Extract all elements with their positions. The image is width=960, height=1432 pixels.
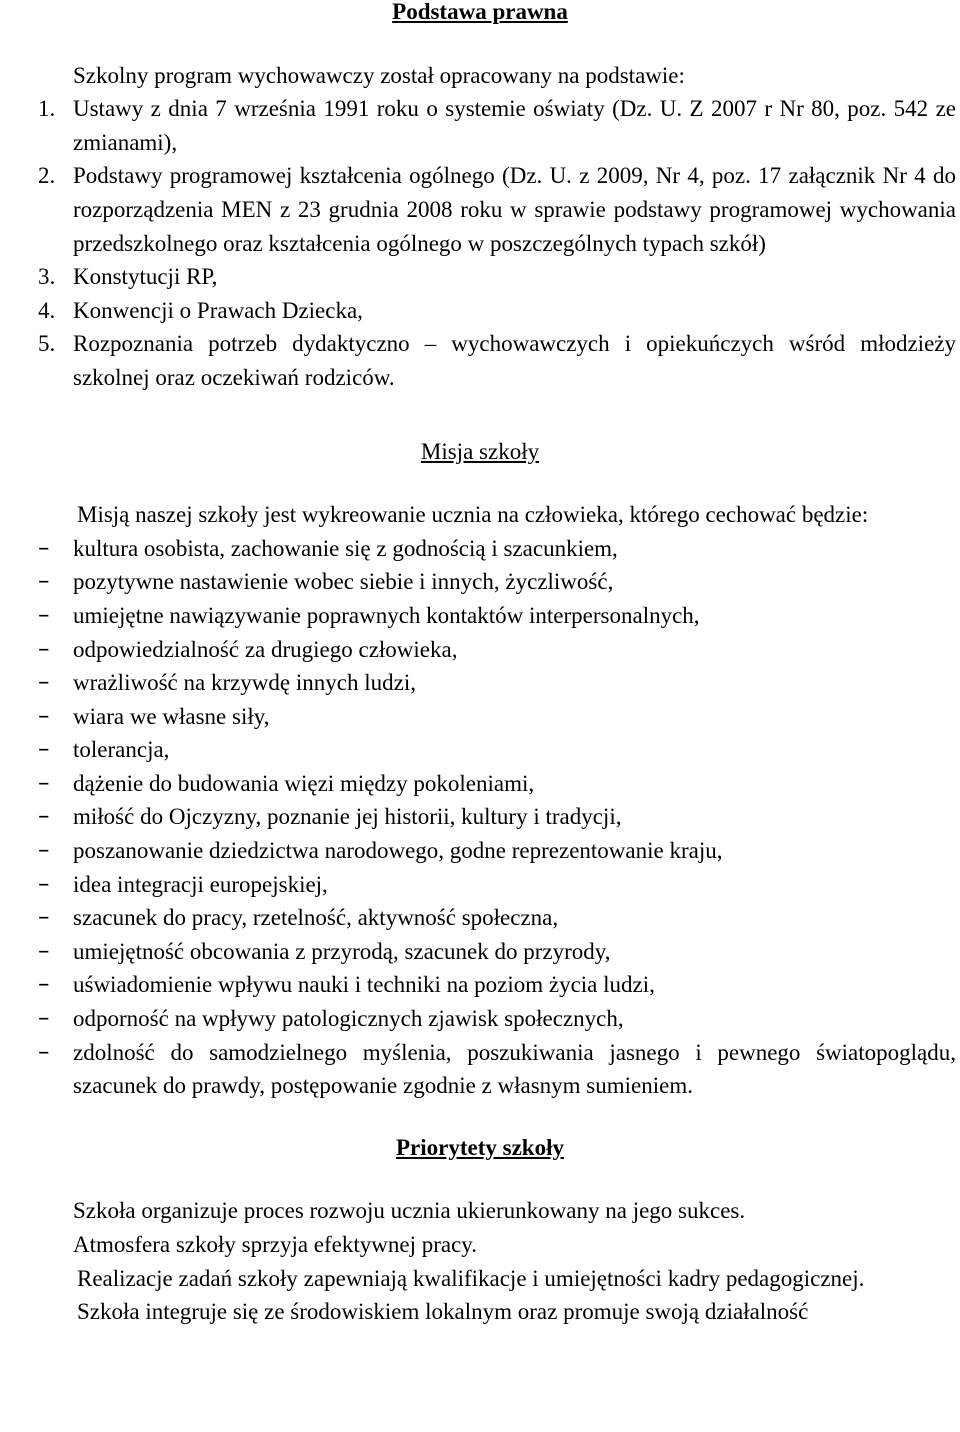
dash-bullet: – [38,837,50,864]
misja-list [0,532,960,1103]
list-item [0,733,960,767]
list-number: 4. [38,297,56,323]
list-item [0,565,960,599]
list-item-text: wiara we własne siły, [73,703,270,729]
dash-bullet: – [38,601,50,628]
podstawa-list [0,92,960,394]
dash-bullet: – [38,1005,50,1032]
heading-podstawa-prawna: Podstawa prawna [392,0,568,24]
list-item [0,159,960,260]
list-number: 1. [38,96,56,122]
list-item [0,532,960,566]
list-item [0,968,960,1002]
dash-bullet: – [38,1038,50,1065]
list-item-text: kultura osobista, zachowanie się z godnością i szacunkiem, [73,535,618,561]
list-item [0,92,960,159]
list-item-text: Podstawy programowej kształcenia ogólnego (Dz. U. z 2009, Nr 4, poz. 17 załącznik Nr 4 do rozporządzenia MEN z 23 grudnia 2008 roku w sprawie podstawy programowej wychowania przedszkolnego oraz kształcenia ogólnego w poszczególnych typach szkół) [73,163,956,256]
list-number: 3. [38,264,56,290]
list-item-text: umiejętne nawiązywanie poprawnych kontaktów interpersonalnych, [73,602,700,628]
list-item [0,935,960,969]
dash-bullet: – [38,971,50,998]
list-item-text: poszanowanie dziedzictwa narodowego, godne reprezentowanie kraju, [73,838,723,864]
list-item [0,599,960,633]
priorytety-paragraph: Szkoła organizuje proces rozwoju ucznia ukierunkowany na jego sukces. [73,1198,746,1224]
dash-bullet: – [38,937,50,964]
podstawa-intro: Szkolny program wychowawczy został opracowany na podstawie: [73,62,685,88]
dash-bullet: – [38,568,50,595]
list-item [0,834,960,868]
list-item [0,294,960,328]
list-item [0,767,960,801]
list-item-text: zdolność do samodzielnego myślenia, poszukiwania jasnego i pewnego światopoglądu, szacunek do prawdy, postępowanie zgodnie z własnym sumieniem. [73,1039,956,1099]
heading-priorytety-szkoly: Priorytety szkoły [396,1134,564,1160]
priorytety-paragraph: Szkoła integruje się ze środowiskiem lokalnym oraz promuje swoją działalność [77,1299,809,1325]
list-item [0,666,960,700]
list-item-text: wrażliwość na krzywdę innych ludzi, [73,670,416,696]
list-item [0,868,960,902]
list-item-text: odpowiedzialność za drugiego człowieka, [73,636,458,662]
heading-misja-szkoly: Misja szkoły [420,438,540,464]
list-item [0,800,960,834]
dash-bullet: – [38,669,50,696]
list-item [0,700,960,734]
list-item [0,260,960,294]
list-item [0,1036,960,1103]
priorytety-paragraph: Atmosfera szkoły sprzyja efektywnej pracy. [73,1232,478,1257]
list-number: 2. [38,163,56,189]
list-number: 5. [38,331,56,357]
list-item-text: tolerancja, [73,737,170,763]
list-item [0,327,960,394]
list-item [0,633,960,667]
list-item-text: szacunek do pracy, rzetelność, aktywność społeczna, [73,905,559,931]
dash-bullet: – [38,702,50,729]
list-item-text: uświadomienie wpływu nauki i techniki na poziom życia ludzi, [73,972,655,998]
misja-intro: Misją naszej szkoły jest wykreowanie ucznia na człowieka, którego cechować będzie: [77,502,869,528]
dash-bullet: – [38,635,50,662]
list-item-text: Rozpoznania potrzeb dydaktyczno – wychowawczych i opiekuńczych wśród młodzieży szkolnej oraz oczekiwań rodziców. [73,331,956,390]
dash-bullet: – [38,736,50,763]
list-item-text: Konwencji o Prawach Dziecka, [73,297,363,323]
list-item-text: Ustawy z dnia 7 września 1991 roku o systemie oświaty (Dz. U. Z 2007 r Nr 80, poz. 542 ze zmianami), [73,96,956,155]
dash-bullet: – [38,803,50,830]
dash-bullet: – [38,904,50,931]
list-item [0,1002,960,1036]
list-item [0,901,960,935]
list-item-text: miłość do Ojczyzny, poznanie jej historii, kultury i tradycji, [73,804,622,830]
list-item-text: pozytywne nastawienie wobec siebie i innych, życzliwość, [73,569,614,595]
dash-bullet: – [38,534,50,561]
list-item-text: umiejętność obcowania z przyrodą, szacunek do przyrody, [73,938,611,964]
list-item-text: odporność na wpływy patologicznych zjawisk społecznych, [73,1006,624,1032]
list-item-text: Konstytucji RP, [73,264,218,290]
priorytety-paragraph: Realizacje zadań szkoły zapewniają kwalifikacje i umiejętności kadry pedagogicznej. [77,1265,865,1291]
dash-bullet: – [38,769,50,796]
list-item-text: idea integracji europejskiej, [73,871,328,897]
list-item-text: dążenie do budowania więzi między pokoleniami, [73,770,535,796]
dash-bullet: – [38,870,50,897]
